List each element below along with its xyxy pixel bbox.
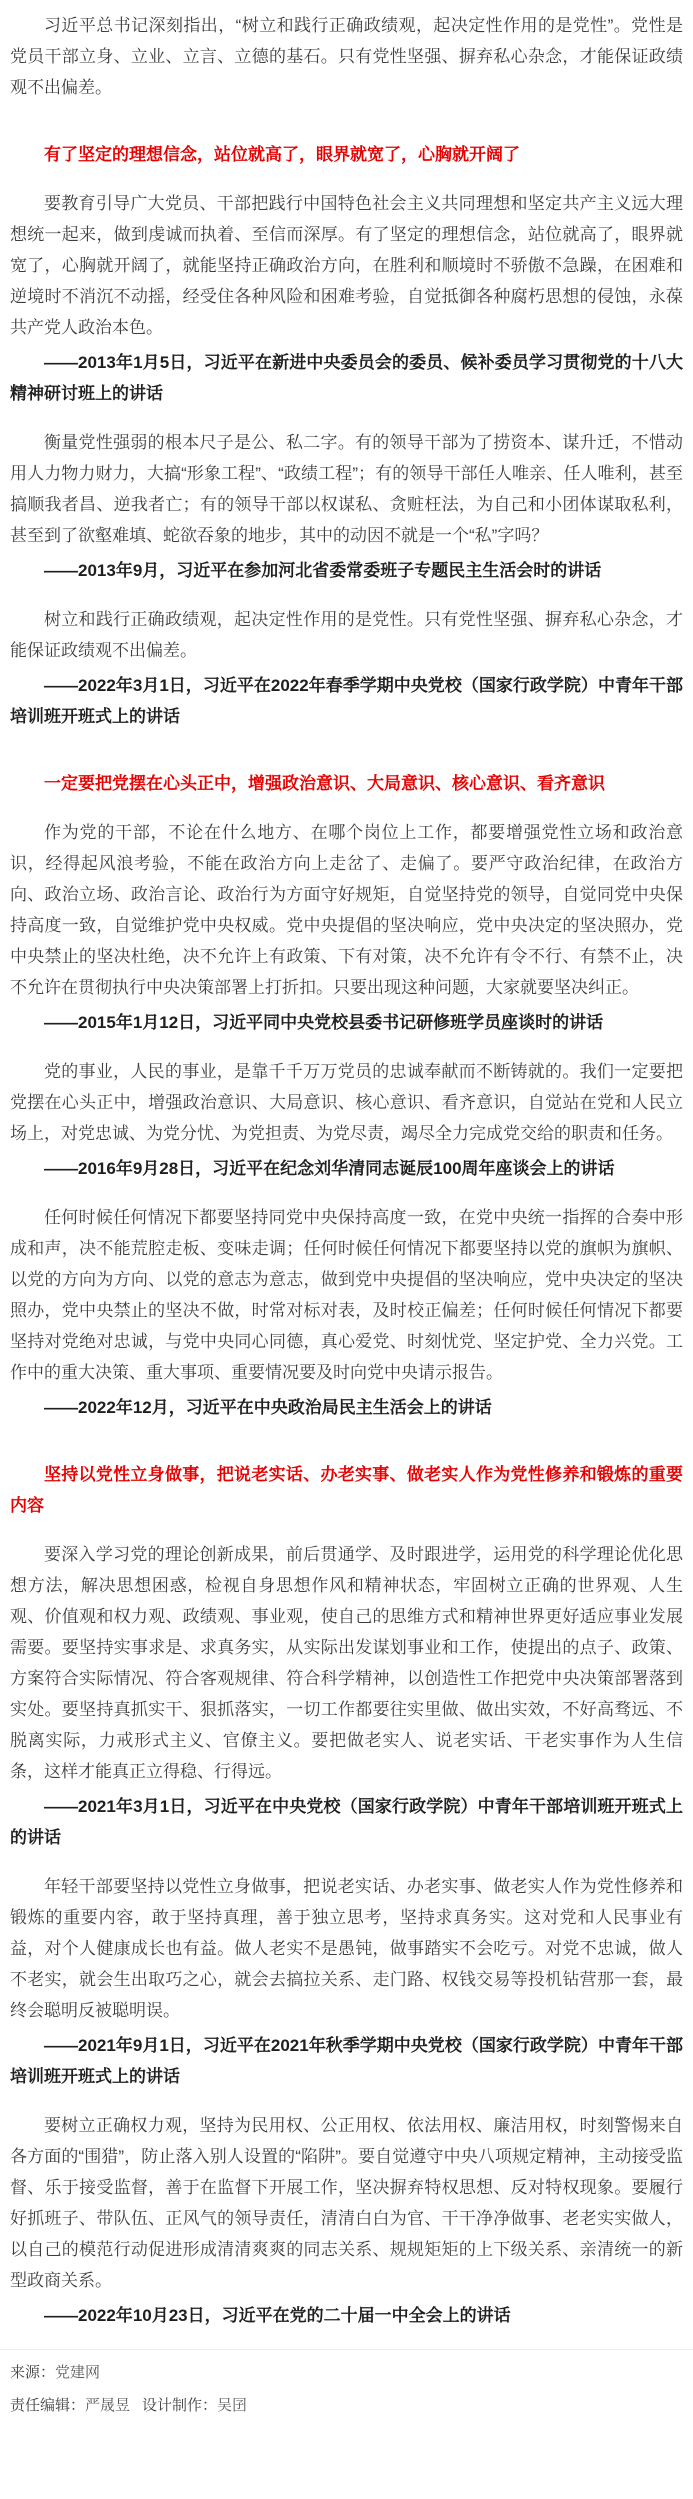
section-heading: 一定要把党摆在心头正中，增强政治意识、大局意识、核心意识、看齐意识 [44,774,605,793]
editor-label: 责任编辑： [10,2397,86,2414]
source-label: 来源： [10,2364,56,2381]
quote-paragraph: 任何时候任何情况下都要坚持同党中央保持高度一致，在党中央统一指挥的合奏中形成和声，决不能荒腔走板、变味走调；任何时候任何情况下都要坚持以党的旗帜为旗帜、以党的方向为方向、以党的意志为意志，做到党中央提倡的坚决响应，党中央决定的坚决照办，党中央禁止的坚决不做，时常对标对表，及时校正偏差；任何时候任何情况下都要坚持对党绝对忠诚，与党中央同心同德，真心爱党、时刻忧党、坚定护党、全力兴党。工作中的重大决策、重大事项、重要情况要及时向党中央请示报告。 [10,1208,683,1382]
quote-paragraph: 要深入学习党的理论创新成果，前后贯通学、及时跟进学，运用党的科学理论优化思想方法，解决思想困惑，检视自身思想作风和精神状态，牢固树立正确的世界观、人生观、价值观和权力观、政绩观、事业观，使自己的思维方式和精神世界更好适应事业发展需要。要坚持实事求是、求真务实，从实际出发谋划事业和工作，使提出的点子、政策、方案符合实际情况、符合客观规律、符合科学精神，以创造性工作把党中央决策部署落到实处。要坚持真抓实干、狠抓落实，一切工作都要往实里做、做出实效，不好高骛远、不脱离实际，力戒形式主义、官僚主义。要把做老实人、说老实话、干老实事作为人生信条，这样才能真正立得稳、行得远。 [10,1545,683,1781]
quote-paragraph: 衡量党性强弱的根本尺子是公、私二字。有的领导干部为了捞资本、谋升迁，不惜动用人力物力财力，大搞“形象工程”、“政绩工程”；有的领导干部任人唯亲、任人唯利，甚至搞顺我者昌、逆我者亡；有的领导干部以权谋私、贪赃枉法，为自己和小团体谋取私利，甚至到了欲壑难填、蛇欲吞象的地步，其中的动因不就是一个“私”字吗？ [10,433,683,545]
quote-attribution: ——2022年3月1日，习近平在2022年春季学期中央党校（国家行政学院）中青年干部培训班开班式上的讲话 [10,676,683,726]
quote-paragraph: 要教育引导广大党员、干部把践行中国特色社会主义共同理想和坚定共产主义远大理想统一起来，做到虔诚而执着、至信而深厚。有了坚定的理想信念，站位就高了，眼界就宽了，心胸就开阔了，就能坚持正确政治方向，在胜利和顺境时不骄傲不急躁，在困难和逆境时不消沉不动摇，经受住各种风险和困难考验，自觉抵御各种腐朽思想的侵蚀，永葆共产党人政治本色。 [10,194,683,337]
quote-paragraph: 年轻干部要坚持以党性立身做事，把说老实话、办老实事、做老实人作为党性修养和锻炼的重要内容，敢于坚持真理，善于独立思考，坚持求真务实。这对党和人民事业有益，对个人健康成长也有益。做人老实不是愚钝，做事踏实不会吃亏。对党不忠诚，做人不老实，就会生出取巧之心，就会去搞拉关系、走门路、权钱交易等投机钻营那一套，最终会聪明反被聪明误。 [10,1877,683,2020]
designer-value: 吴囝 [217,2397,248,2414]
quote-paragraph: 树立和践行正确政绩观，起决定性作用的是党性。只有党性坚强、摒弃私心杂念，才能保证政绩观不出偏差。 [10,610,683,660]
quote-attribution: ——2021年9月1日，习近平在2021年秋季学期中央党校（国家行政学院）中青年干部培训班开班式上的讲话 [10,2036,683,2086]
section-heading: 有了坚定的理想信念，站位就高了，眼界就宽了，心胸就开阔了 [44,145,520,164]
quote-attribution: ——2013年1月5日，习近平在新进中央委员会的委员、候补委员学习贯彻党的十八大精神研讨班上的讲话 [10,353,683,403]
source-value: 党建网 [55,2364,101,2381]
quote-attribution: ——2022年10月23日，习近平在党的二十届一中全会上的讲话 [44,2306,511,2325]
quote-attribution: ——2013年9月，习近平在参加河北省委常委班子专题民主生活会时的讲话 [44,561,602,580]
quote-attribution: ——2021年3月1日，习近平在中央党校（国家行政学院）中青年干部培训班开班式上的讲话 [10,1797,683,1847]
source-line [10,2356,683,2389]
footer [0,2350,693,2448]
credits-line [10,2389,683,2422]
section-heading: 坚持以党性立身做事，把说老实话、办老实事、做老实人作为党性修养和锻炼的重要内容 [10,1465,683,1515]
quote-attribution: ——2016年9月28日，习近平在纪念刘华清同志诞辰100周年座谈会上的讲话 [44,1159,615,1178]
intro-paragraph: 习近平总书记深刻指出，“树立和践行正确政绩观，起决定性作用的是党性”。党性是党员干部立身、立业、立言、立德的基石。只有党性坚强、摒弃私心杂念，才能保证政绩观不出偏差。 [10,16,683,97]
quote-paragraph: 党的事业，人民的事业，是靠千千万万党员的忠诚奉献而不断铸就的。我们一定要把党摆在心头正中，增强政治意识、大局意识、核心意识、看齐意识，自觉站在党和人民立场上，对党忠诚、为党分忧、为党担责、为党尽责，竭尽全力完成党交给的职责和任务。 [10,1062,683,1143]
quote-paragraph: 作为党的干部，不论在什么地方、在哪个岗位上工作，都要增强党性立场和政治意识，经得起风浪考验，不能在政治方向上走岔了、走偏了。要严守政治纪律，在政治方向、政治立场、政治言论、政治行为方面守好规矩，自觉坚持党的领导，自觉同党中央保持高度一致，自觉维护党中央权威。党中央提倡的坚决响应，党中央决定的坚决照办，党中央禁止的坚决杜绝，决不允许上有政策、下有对策，决不允许有令不行、有禁不止，决不允许在贯彻执行中央决策部署上打折扣。只要出现这种问题，大家就要坚决纠正。 [10,823,683,997]
quote-attribution: ——2022年12月，习近平在中央政治局民主生活会上的讲话 [44,1398,492,1417]
quote-paragraph: 要树立正确权力观，坚持为民用权、公正用权、依法用权、廉洁用权，时刻警惕来自各方面的“围猎”，防止落入别人设置的“陷阱”。要自觉遵守中央八项规定精神，主动接受监督、乐于接受监督，善于在监督下开展工作，坚决摒弃特权思想、反对特权现象。要履行好抓班子、带队伍、正风气的领导责任，清清白白为官、干干净净做事、老老实实做人，以自己的模范行动促进形成清清爽爽的同志关系、规规矩矩的上下级关系、亲清统一的新型政商关系。 [10,2116,683,2290]
quote-attribution: ——2015年1月12日，习近平同中央党校县委书记研修班学员座谈时的讲话 [44,1013,604,1032]
editor-value: 严晟昱 [85,2397,131,2414]
designer-label: 设计制作： [142,2397,218,2414]
